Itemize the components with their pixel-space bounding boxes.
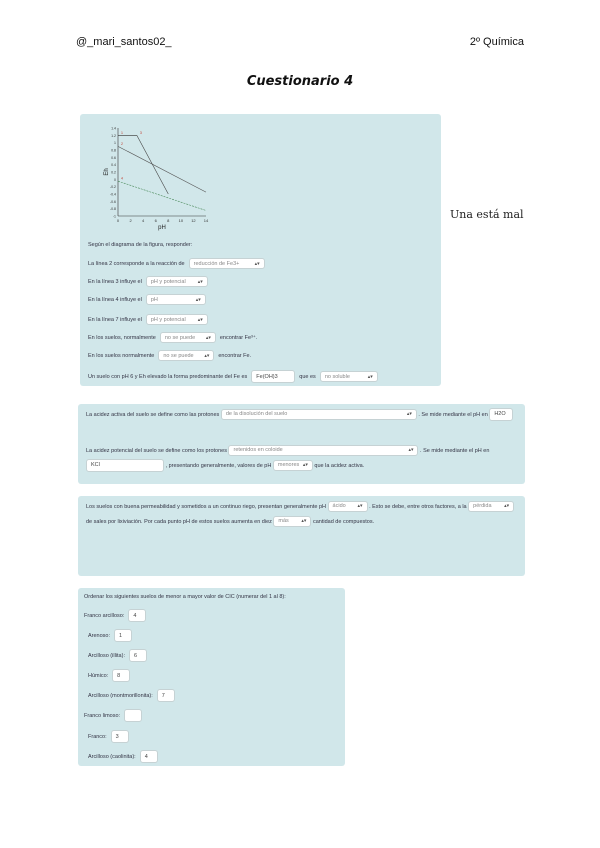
y-tick-label: 0 [114, 177, 116, 182]
soil-item [88, 629, 132, 642]
q3-text-6: compuestos. [342, 519, 375, 525]
cic-rank-input[interactable]: 4 [140, 750, 158, 763]
q2-text-7: , presentando generalmente, valores de pH [165, 463, 272, 469]
q1-row-1 [88, 258, 265, 269]
q2-text-2: . Se mide mediante el [418, 412, 472, 418]
y-tick-label: -0.4 [109, 192, 116, 197]
x-tick-label: 14 [203, 218, 209, 223]
author-handle: @_mari_santos02_ [76, 36, 172, 48]
active-acidity-input[interactable]: H2O [489, 408, 513, 421]
soil-label: Franco: [88, 733, 107, 740]
question-4-prompt [84, 594, 286, 600]
soil-item [84, 609, 146, 622]
row-text: En la línea 7 influye el [88, 316, 142, 323]
q1-row-5 [88, 332, 257, 343]
x-axis-label: pH [158, 225, 166, 231]
x-tick-label: 6 [154, 218, 157, 223]
y-tick-label: 1.4 [111, 126, 116, 131]
q3-text-4: de sales por lixiviación. Por cada punto pH de estos suelos aumenta en diez [86, 519, 272, 525]
q2-text-8: que la acidez activa. [314, 463, 365, 469]
q2-text-1: La acidez activa del suelo se define como las protones [86, 412, 220, 418]
q2-text-5: . Se mide [420, 448, 444, 454]
row-text-after: que es [299, 373, 316, 380]
x-tick-label: 8 [167, 218, 170, 223]
soil-label: Arcilloso (montmorillonita): [88, 692, 153, 699]
soil-item [88, 730, 129, 743]
y-tick-label: 1 [114, 141, 116, 146]
q3-text-1: Los suelos con buena permeabilidad y sometidos a un continuo riego, presentan generalmente pH [86, 504, 327, 510]
quantity-select[interactable]: más ▴▾ [273, 516, 311, 527]
cic-rank-input[interactable]: 7 [157, 689, 175, 702]
soil-item [88, 689, 175, 702]
ph-comparison-select[interactable]: menores ▴▾ [273, 460, 313, 471]
x-tick-label: 12 [191, 218, 196, 223]
question-2-text [86, 408, 520, 423]
soil-label: Arcilloso (illita): [88, 652, 125, 659]
series-label: 4 [121, 176, 123, 181]
chevron-down-icon: ▴▾ [367, 373, 373, 380]
q2-text-3: pH en [473, 412, 488, 418]
series-label: 3 [139, 130, 142, 135]
chevron-down-icon: ▴▾ [357, 503, 363, 510]
y-tick-label: -0.6 [109, 199, 116, 204]
row-text: En la línea 3 influye el [88, 278, 142, 285]
cic-rank-input[interactable]: 3 [111, 730, 129, 743]
chevron-down-icon: ▴▾ [254, 260, 260, 267]
x-tick-label: 2 [129, 218, 132, 223]
chevron-down-icon: ▴▾ [195, 296, 201, 303]
line-7-select[interactable]: pH y potencial ▴▾ [146, 314, 208, 325]
page-title: Cuestionario 4 [246, 74, 354, 89]
fe3-select[interactable]: no se puede ▴▾ [160, 332, 216, 343]
soil-item [88, 669, 130, 682]
potential-acidity-select[interactable]: retenidos en coloide ▴▾ [228, 445, 418, 456]
row-text: En los suelos normalmente [88, 352, 155, 359]
soil-label: Arenoso: [88, 632, 111, 639]
soil-item [88, 649, 147, 662]
x-tick-label: 4 [142, 218, 145, 223]
soil-item [84, 709, 142, 722]
line-3-select[interactable]: pH y potencial ▴▾ [146, 276, 208, 287]
chevron-down-icon: ▴▾ [301, 518, 307, 525]
y-tick-label: 0.6 [111, 155, 116, 160]
chevron-down-icon: ▴▾ [197, 278, 203, 285]
y-tick-label: -1 [112, 214, 116, 219]
solubility-select[interactable]: no soluble ▴▾ [320, 371, 378, 382]
prompt-text: Ordenar los siguientes suelos de menor a mayor valor de CIC (numerar del 1 al 8): [84, 594, 286, 600]
active-acidity-select[interactable]: de la disolución del suelo ▴▾ [221, 409, 417, 420]
x-tick-label: 10 [178, 218, 184, 223]
q3-text-5: cantidad de [312, 519, 342, 525]
soil-label: Franco limoso: [84, 712, 121, 719]
chevron-down-icon: ▴▾ [408, 447, 414, 454]
series-label: 2 [121, 141, 123, 146]
y-tick-label: 0.8 [111, 148, 116, 153]
question-3-panel [78, 496, 525, 576]
soil-label: Húmico: [88, 672, 109, 679]
question-3-text [86, 500, 520, 530]
chevron-down-icon: ▴▾ [204, 352, 210, 359]
y-tick-label: -0.8 [109, 207, 116, 212]
potential-acidity-input[interactable]: KCl [86, 459, 164, 472]
row-text-after: encontrar Fe. [218, 352, 252, 359]
cic-rank-input[interactable]: 6 [129, 649, 147, 662]
question-1-panel [80, 114, 441, 386]
prompt-text: Según el diagrama de la figura, responder: [88, 242, 193, 248]
row-text-after: encontrar Fe³⁺. [219, 334, 258, 341]
salt-loss-select[interactable]: pérdida ▴▾ [468, 501, 514, 512]
series-line-3 [137, 135, 168, 194]
chevron-down-icon: ▴▾ [197, 316, 203, 323]
row-text: En la línea 4 influye el [88, 296, 142, 303]
course-label: 2º Química [469, 36, 524, 48]
series-label: 1 [121, 130, 123, 135]
y-axis-label: Eh [104, 168, 110, 176]
chevron-down-icon: ▴▾ [302, 462, 308, 469]
q2-text-4: La acidez potencial del suelo se define como los protones [86, 448, 227, 454]
y-tick-label: 0.2 [111, 170, 116, 175]
soil-label: Arcilloso (caolinita): [88, 753, 136, 760]
y-tick-label: -0.2 [109, 185, 116, 190]
question-2-text-b [86, 444, 520, 474]
y-tick-label: 1.2 [111, 133, 116, 138]
line-2-select[interactable]: reducción de Fe3+ ▴▾ [189, 258, 265, 269]
handwritten-note: Una está mal [450, 208, 524, 221]
y-tick-label: 0.4 [111, 163, 116, 168]
row-text: La línea 2 corresponde a la reacción de [88, 260, 185, 267]
eh-ph-diagram [98, 122, 218, 242]
question-4-panel [78, 588, 345, 766]
x-tick-label: 0 [116, 218, 120, 223]
cic-rank-input[interactable]: 4 [128, 609, 146, 622]
line-4-select[interactable]: pH ▴▾ [146, 294, 206, 305]
chevron-down-icon: ▴▾ [504, 503, 510, 510]
cic-rank-input[interactable]: 8 [112, 669, 130, 682]
question-2-panel [78, 404, 525, 484]
q3-text-3: factores, a la [435, 504, 467, 510]
chevron-down-icon: ▴▾ [406, 411, 412, 418]
q1-row-7 [88, 370, 378, 383]
soil-item [88, 750, 158, 763]
q1-row-4 [88, 314, 208, 325]
fe-form-input[interactable]: Fe(OH)3 [251, 370, 295, 383]
chevron-down-icon: ▴▾ [205, 334, 211, 341]
row-text: En los suelos, normalmente [88, 334, 156, 341]
q2-text-6: mediante el pH en [444, 448, 490, 454]
fe-select[interactable]: no se puede ▴▾ [158, 350, 214, 361]
cic-rank-input[interactable] [124, 709, 142, 722]
q1-row-2 [88, 276, 208, 287]
question-1-prompt [88, 242, 192, 248]
soil-label: Franco arcilloso: [84, 612, 125, 619]
q1-row-6 [88, 350, 251, 361]
q3-text-2: . Esto se debe, entre otros [369, 504, 434, 510]
q1-row-3 [88, 294, 206, 305]
row-text: Un suelo con pH 6 y Eh elevado la forma predominante del Fe es [88, 373, 248, 380]
cic-rank-input[interactable]: 1 [114, 629, 132, 642]
ph-type-select[interactable]: ácido ▴▾ [328, 501, 368, 512]
